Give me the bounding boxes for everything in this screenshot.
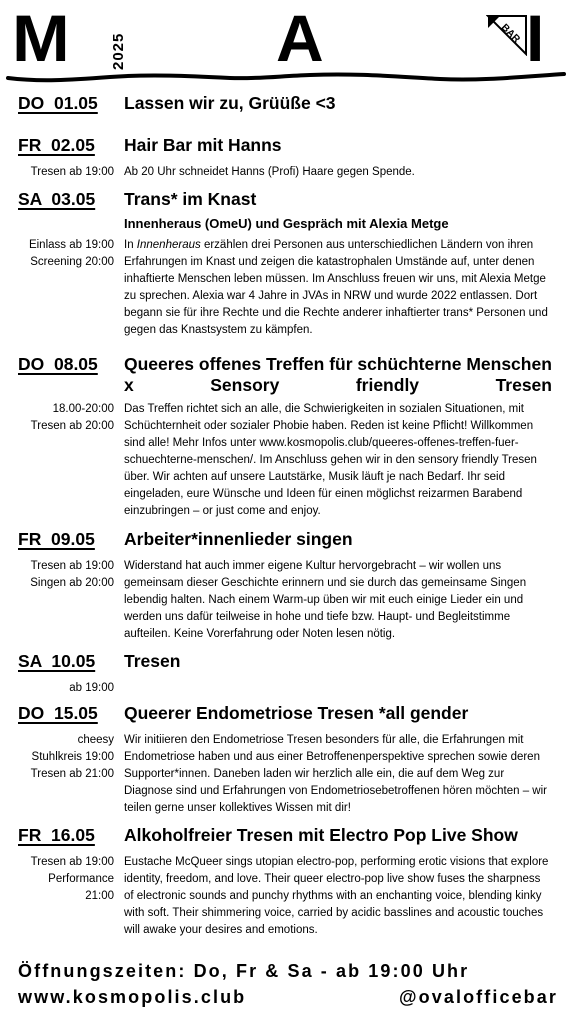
event-time: Screening 20:00: [30, 256, 114, 268]
event-date: SA 10.05: [18, 651, 96, 671]
event-times: [0, 164, 124, 181]
poster-footer: [18, 958, 558, 1010]
event-time: Tresen ab 19:00: [30, 166, 114, 178]
event-title: Queeres offenes Treffen für schüchterne Menschen: [124, 354, 552, 374]
title-word: Sensory: [210, 375, 280, 395]
title-word: x: [124, 375, 134, 395]
description-rest: erzählen drei Personen aus unterschiedlichen Ländern von ihren Erfahrungen im Knast und zeigen die katastrophalen Umstände auf, unter denen inhaftierte Menschen leben müssen. Im Anschluss freuen wir uns, mit Alexia Metge zu sprechen. Alexia war 4 Jahre in JVAs in NRW und wurde 2022 entlassen. Dort begann sie für ihre Rechte und die Rechte anderer inhaftierter trans* Personen und gegen das Knastsystem zu kämpfen.: [124, 239, 548, 336]
event-time: Stuhlkreis 19:00: [31, 751, 114, 763]
month-letter-i: I: [526, 1, 544, 75]
event-time: Tresen ab 20:00: [30, 420, 114, 432]
event-date: DO 08.05: [18, 354, 98, 374]
event-description: [124, 680, 552, 697]
event-time: 18.00-20:00: [52, 403, 114, 415]
event-title: Hair Bar mit Hanns: [124, 135, 282, 155]
event-item: [0, 528, 572, 650]
description-pre: In: [124, 239, 137, 251]
event-list: [0, 92, 572, 944]
event-description: Widerstand hat auch immer eigene Kultur hervorgebracht – wir wollen uns gemeinsam dieser Geschichte erinnern und sie durch das gemeinsame Singen lebendig halten. Nach einem Warm-up üben wir mit euch einige Lieder ein und werden uns dafür teilweise in hohe und tiefe bzw. Haupt- und Begleitstimme aufteilen. Keine Vorerfahrung oder Noten lesen nötig.: [124, 560, 527, 640]
event-date: FR 09.05: [18, 529, 95, 549]
event-title: Lassen wir zu, Grüüße <3: [124, 93, 336, 113]
event-item: [0, 650, 572, 702]
event-description: Wir initiieren den Endometriose Tresen besonders für alle, die Erfahrungen mit Endometriose haben und aus einer Betroffenenperspektive sprechen sowie deren Supporter*innen. Daneben laden wir herzlich alle ein, die auf dem Weg zur Diagnose sind und Erfahrungen von Endometriosebetroffenen hören möchten – wir teilen gerne unser kollektives Wissen mit dir!: [124, 734, 548, 814]
event-time: Tresen ab 19:00: [30, 856, 114, 868]
event-date: FR 16.05: [18, 825, 95, 845]
opening-hours: Öffnungszeiten: Do, Fr & Sa - ab 19:00 Uhr: [18, 961, 470, 981]
event-times: [0, 558, 124, 643]
film-title: Innenheraus: [136, 239, 201, 251]
event-time: ab 19:00: [69, 682, 114, 694]
instagram-handle[interactable]: @ovalofficebar: [399, 987, 558, 1007]
event-item: [0, 702, 572, 824]
title-word: Tresen: [495, 375, 552, 395]
event-times: [0, 401, 124, 520]
oval-office-bar-logo: [486, 14, 528, 56]
poster-header: [0, 0, 572, 90]
event-time: Tresen ab 19:00: [30, 560, 114, 572]
event-description: Das Treffen richtet sich an alle, die Schwierigkeiten in sozialen Situationen, mit Schüchternheit oder sozialer Phobie haben. Reden ist keine Pflicht! Willkommen sind alle! Mehr Infos unter www.kosmopolis.club/queeres-offenes-treffen-fuer-schuechterne-menschen/. Im Anschluss gehen wir in den sensory friendly Tresen über. Wir achten auf unsere Lautstärke, Musik läuft je nach Bedarf. Ihr seid eingeladen, eure Wünsche und Ideen für einen möglichst reizarmen Barabend einzubringen – or just come and enjoy.: [124, 403, 537, 517]
event-time: Performance: [48, 873, 114, 885]
event-item: [0, 134, 572, 188]
year-label: 2025: [110, 32, 127, 70]
event-item: [0, 188, 572, 353]
event-subtitle: Innenheraus (OmeU) und Gespräch mit Alexia Metge: [124, 216, 449, 231]
month-letter-a: A: [276, 1, 323, 75]
month-letter-m: M: [12, 1, 69, 75]
event-title: Queerer Endometriose Tresen *all gender: [124, 703, 469, 723]
event-date: DO 15.05: [18, 703, 98, 723]
event-item: [0, 92, 572, 134]
website-link[interactable]: www.kosmopolis.club: [18, 987, 247, 1007]
event-item: [0, 353, 572, 528]
event-times: [0, 854, 124, 939]
event-time: Singen ab 20:00: [30, 577, 114, 589]
event-item: [0, 824, 572, 944]
event-title: Tresen: [124, 651, 181, 671]
event-date: DO 01.05: [18, 93, 98, 113]
event-date: FR 02.05: [18, 135, 95, 155]
event-title: Trans* im Knast: [124, 189, 257, 209]
event-title: Arbeiter*innenlieder singen: [124, 529, 353, 549]
event-time: Einlass ab 19:00: [28, 239, 114, 251]
event-times: [0, 237, 124, 339]
event-description: Ab 20 Uhr schneidet Hanns (Profi) Haare gegen Spende.: [124, 166, 415, 178]
event-time: Tresen ab 21:00: [30, 768, 114, 780]
event-description: [124, 237, 552, 339]
event-times: [0, 732, 124, 817]
event-date: SA 03.05: [18, 189, 96, 209]
event-times: [0, 680, 124, 697]
event-title: Alkoholfreier Tresen mit Electro Pop Live Show: [124, 825, 518, 845]
event-time: cheesy: [77, 734, 114, 746]
title-word: friendly: [355, 375, 420, 395]
event-time: 21:00: [85, 890, 114, 902]
svg-text:BAR: BAR: [498, 22, 522, 46]
wavy-divider: [0, 66, 572, 92]
event-description: Eustache McQueer sings utopian electro-pop, performing erotic visions that explore identity, freedom, and love. Their queer electro-pop live show fuses the sharpness of electronic sounds and punchy rhythms with an enchanting voice, blending kinky with soft. Their shimmering voice, carried by acidic basslines and acoustic touches will awake your desires and emotions.: [124, 856, 549, 936]
event-title-line2: [124, 375, 552, 396]
